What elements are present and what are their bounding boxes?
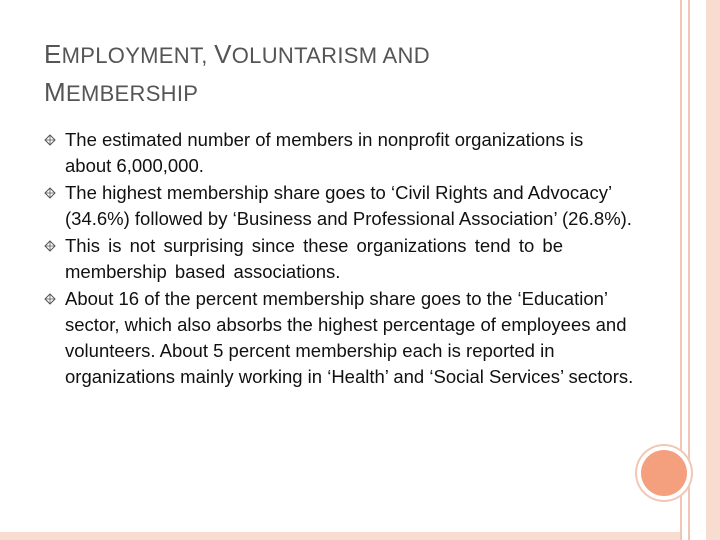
title-initial: E (44, 39, 62, 69)
decorative-circle (641, 450, 687, 496)
hollow-square-bullet-icon (44, 187, 56, 199)
right-border-band (706, 0, 720, 540)
bullet-item (44, 233, 634, 285)
bullet-list (44, 127, 634, 391)
bullet-text: The highest membership share goes to ‘Civil Rights and Advocacy’ (34.6%) followed by ‘Business and Professional Association’ (26.8%). (65, 182, 632, 229)
title-initial: M (44, 77, 66, 107)
hollow-square-bullet-icon (44, 293, 56, 305)
bullet-text: About 16 of the percent membership share goes to the ‘Education’ sector, which also absorbs the highest percentage of employees and volunteers. About 5 percent membership each is reported in organizations mainly working in ‘Health’ and ‘Social Services’ sectors. (65, 288, 634, 387)
title-text: EMBERSHIP (65, 81, 199, 106)
bullet-item (44, 127, 634, 179)
bottom-border-band (0, 532, 680, 540)
title-text: MPLOYMENT, (61, 43, 215, 68)
bullet-text: This is not surprising since these organizations tend to be membership based associations. (65, 235, 563, 282)
slide-title (44, 36, 604, 112)
hollow-square-bullet-icon (44, 240, 56, 252)
right-border-line-inner (688, 0, 690, 540)
bullet-item (44, 286, 634, 390)
title-initial: V (214, 39, 232, 69)
bullet-item (44, 180, 634, 232)
title-text: OLUNTARISM AND (231, 43, 430, 68)
hollow-square-bullet-icon (44, 134, 56, 146)
bullet-text: The estimated number of members in nonprofit organizations is about 6,000,000. (65, 129, 584, 176)
